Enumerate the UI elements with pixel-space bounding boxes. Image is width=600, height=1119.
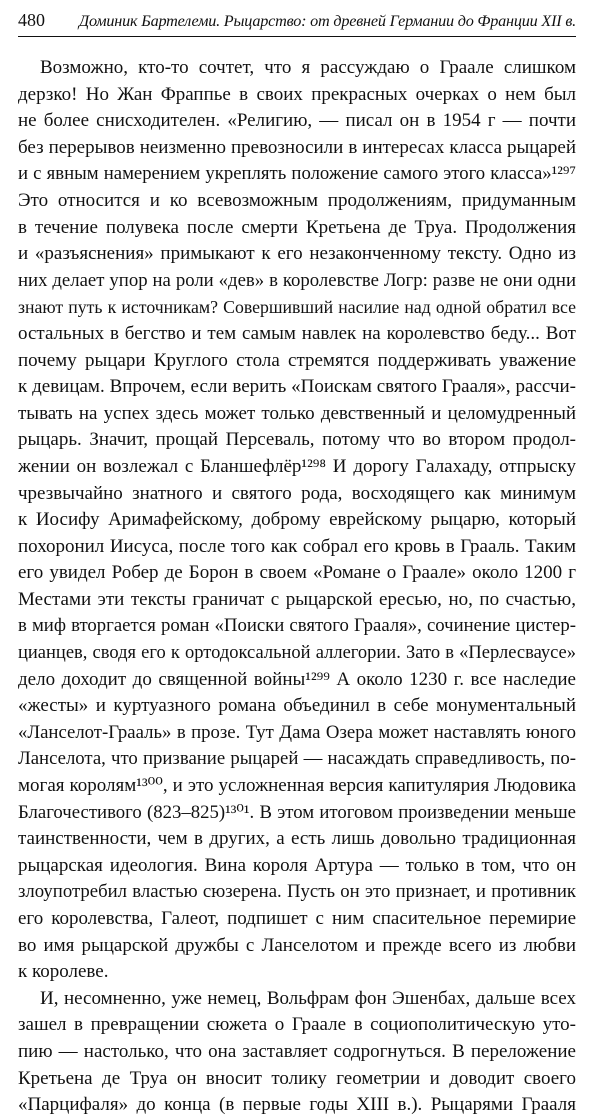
running-head: Доминик Бартелеми. Рыцарство: от древней Германии до Франции XII в. [78, 12, 576, 30]
text-line: и с явным намерением укреплять положение самого этого класса»¹²⁹⁷ [18, 163, 576, 185]
text-line: в миф вторгается роман «Поиски святого Грааля», сочинение цистер- [18, 615, 576, 637]
text-line: тывать на успех здесь может только девственный и целомудренный [18, 402, 576, 424]
text-line: его королевства, Галеот, подпишет с ним спасительное перемирие [18, 908, 576, 929]
text-line: Ланселота, что призвание рыцарей — насаждать справедливость, по- [18, 748, 576, 770]
text-line: них делает упор на роли «дев» в королевстве Логр: разве не они одни [18, 269, 576, 291]
text-line: «Ланселот-Грааль» в прозе. Тут Дама Озера может наставлять юного [18, 721, 576, 743]
text-line: его увидел Робер де Борон в своем «Романе о Граале» около 1200 г [18, 562, 576, 584]
text-line: дерзко! Но Жан Фраппье в своих прекрасных очерках о нем был [18, 83, 576, 105]
text-line: в течение полувека после смерти Кретьена де Труа. Продолжения [18, 216, 576, 238]
text-line: Благочестивого (823–825)¹³⁰¹. В этом итоговом произведении меньше [18, 801, 576, 823]
text-line: похоронил Иисуса, после того как собрал его кровь в Грааль. Таким [18, 535, 576, 557]
body-text [18, 55, 576, 1119]
text-line: знают путь к источникам? Совершивший насилие над одной обратил все [18, 297, 576, 318]
text-line: И, несомненно, уже немец, Вольфрам фон Эшенбах, дальше всех [40, 987, 576, 1009]
page-header [18, 10, 576, 37]
text-line: зашел в превращении сюжета о Граале в социополитическую уто- [18, 1014, 576, 1036]
page-number: 480 [18, 10, 45, 30]
text-line: остальных в бегство и тем самым навлек на королевство беду... Вот [18, 322, 576, 344]
text-line: таинственности, чем в других, а есть лишь довольно традиционная [18, 828, 576, 850]
text-line: Кретьена де Труа он вносит толику геометрии и доводит своего [18, 1067, 576, 1089]
text-line: пию — настолько, что она заставляет содрогнуться. В переложение [18, 1040, 576, 1062]
text-line: не более снисходителен. «Религию, — писал он в 1954 г — почти [18, 110, 576, 132]
text-line: к девицам. Впрочем, если верить «Поискам святого Грааля», рассчи- [18, 376, 576, 398]
text-line: Это относится и ко всевозможным продолжениям, придуманным [18, 189, 576, 211]
text-line: «жесты» и куртуазного романа объединил в себе монументальный [18, 695, 576, 717]
text-line: злоупотребил властью сюзерена. Пусть он это признает, и противник [18, 881, 576, 903]
text-line: и «разъяснения» примыкают к его незаконченному тексту. Одно из [18, 243, 576, 265]
text-line: к Иосифу Аримафейскому, доброму еврейскому рыцарю, который [18, 509, 576, 531]
text-line: «Парцифаля» до конца (в первые годы XIII в.). Рыцарями Грааля [18, 1094, 576, 1116]
text-line: почему рыцари Круглого стола стремятся поддерживать уважение [18, 349, 576, 371]
text-line: могая королям¹³⁰⁰, и это усложненная версия капитулярия Людовика [18, 775, 576, 797]
text-line: рыцарь. Значит, прощай Персеваль, потому что во втором продол- [18, 429, 576, 451]
text-line: чрезвычайно знатного и святого рода, восходящего как минимум [18, 482, 576, 504]
text-line: жении он возлежал с Бланшефлёр¹²⁹⁸ И дорогу Галахаду, отпрыску [18, 455, 576, 477]
text-line: во имя рыцарской дружбы с Ланселотом и прежде всего из любви [18, 934, 576, 956]
text-line: цианцев, сводя его к ортодоксальной аллегории. Зато в «Перлесваусе» [18, 643, 576, 664]
text-line: без перерывов неизменно превозносили в интересах класса рыцарей [18, 136, 576, 158]
text-line: Местами эти тексты граничат с рыцарской ересью, но, по счастью, [18, 588, 576, 610]
text-line: дело доходит до священной войны¹²⁹⁹ А около 1230 г. все наследие [18, 668, 576, 690]
text-line: рыцарская идеология. Вина короля Артура — только в том, что он [18, 854, 576, 876]
text-line: Возможно, кто-то сочтет, что я рассуждаю о Граале слишком [40, 57, 576, 78]
text-line: к королеве. [18, 961, 109, 983]
